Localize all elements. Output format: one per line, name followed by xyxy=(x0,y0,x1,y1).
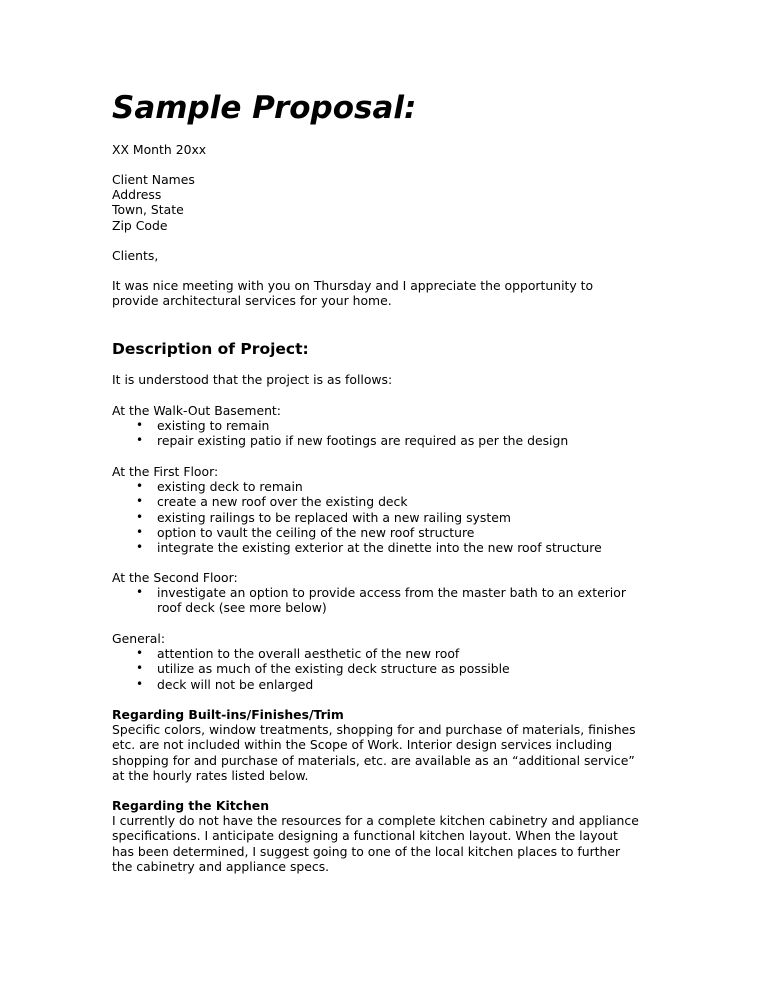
list-item-text: integrate the existing exterior at the dinette into the new roof structure xyxy=(157,540,602,556)
group-label: At the Walk-Out Basement: xyxy=(112,403,281,418)
list-item xyxy=(112,540,657,555)
bullet-list xyxy=(112,585,657,615)
kitchen-heading: Regarding the Kitchen xyxy=(112,798,270,813)
builtins-line: shopping for and purchase of materials, etc. are available as an “additional service” xyxy=(112,752,635,768)
kitchen-line: I currently do not have the resources for a complete kitchen cabinetry and appliance xyxy=(112,813,639,829)
list-item xyxy=(112,585,657,615)
page-title: Sample Proposal: xyxy=(112,90,417,126)
builtins-section xyxy=(112,707,657,783)
bullet-icon: • xyxy=(136,418,144,433)
list-item xyxy=(112,418,657,433)
intro-paragraph xyxy=(112,278,657,308)
list-item-text: existing railings to be replaced with a new railing system xyxy=(157,509,511,525)
bullet-list xyxy=(112,479,657,555)
kitchen-line: specifications. I anticipate designing a functional kitchen layout. When the layout xyxy=(112,828,618,844)
bullet-icon: • xyxy=(136,646,144,661)
bullet-icon: • xyxy=(136,433,144,448)
list-item xyxy=(112,433,657,448)
address-line-zip-code: Zip Code xyxy=(112,217,168,233)
group-label: At the First Floor: xyxy=(112,464,219,479)
list-item-text: deck will not be enlarged xyxy=(157,676,314,692)
bullet-icon: • xyxy=(136,661,144,676)
list-item-text: existing deck to remain xyxy=(157,479,303,495)
list-item xyxy=(112,479,657,494)
list-item xyxy=(112,510,657,525)
understood-paragraph xyxy=(112,372,657,387)
client-address-block xyxy=(112,172,657,233)
date-line xyxy=(112,142,657,157)
builtins-line: etc. are not included within the Scope of Work. Interior design services including xyxy=(112,737,613,753)
understood-text: It is understood that the project is as follows: xyxy=(112,372,393,387)
salutation xyxy=(112,248,657,263)
bullet-icon: • xyxy=(136,509,144,524)
kitchen-line: the cabinetry and appliance specs. xyxy=(112,858,330,874)
kitchen-section xyxy=(112,798,657,874)
builtins-heading: Regarding Built-ins/Finishes/Trim xyxy=(112,707,344,722)
bullet-icon: • xyxy=(136,494,144,509)
bullet-icon: • xyxy=(136,524,144,539)
kitchen-line: has been determined, I suggest going to one of the local kitchen places to further xyxy=(112,843,621,859)
list-item xyxy=(112,494,657,509)
group-second-floor xyxy=(112,570,657,616)
intro-line: provide architectural services for your home. xyxy=(112,293,392,309)
bullet-icon: • xyxy=(136,540,144,555)
list-item-text-continued: roof deck (see more below) xyxy=(157,600,327,616)
list-item-text: option to vault the ceiling of the new roof structure xyxy=(157,524,475,540)
list-item-text: utilize as much of the existing deck structure as possible xyxy=(157,661,510,677)
bullet-icon: • xyxy=(136,676,144,691)
builtins-line: Specific colors, window treatments, shopping for and purchase of materials, finishes xyxy=(112,722,636,738)
list-item xyxy=(112,677,657,692)
builtins-line: at the hourly rates listed below. xyxy=(112,767,309,783)
group-first-floor xyxy=(112,464,657,555)
address-line-client-names: Client Names xyxy=(112,172,195,187)
list-item xyxy=(112,525,657,540)
intro-line: It was nice meeting with you on Thursday and I appreciate the opportunity to xyxy=(112,278,594,293)
address-line-town-state: Town, State xyxy=(112,202,184,218)
list-item xyxy=(112,646,657,661)
bullet-icon: • xyxy=(136,479,144,494)
list-item-text: repair existing patio if new footings are required as per the design xyxy=(157,433,569,449)
salutation-text: Clients, xyxy=(112,248,159,263)
group-general xyxy=(112,631,657,692)
list-item-text: investigate an option to provide access from the master bath to an exterior xyxy=(157,585,626,601)
bullet-list xyxy=(112,646,657,692)
date-text: XX Month 20xx xyxy=(112,142,207,157)
group-label: General: xyxy=(112,631,166,646)
group-label: At the Second Floor: xyxy=(112,570,238,585)
section-heading-description: Description of Project: xyxy=(112,340,309,358)
bullet-icon: • xyxy=(136,585,144,600)
list-item-text: existing to remain xyxy=(157,418,270,434)
group-walkout-basement xyxy=(112,403,657,449)
address-line-address: Address xyxy=(112,187,162,203)
list-item-text: create a new roof over the existing deck xyxy=(157,494,408,510)
list-item-text: attention to the overall aesthetic of the new roof xyxy=(157,646,460,662)
list-item xyxy=(112,661,657,676)
bullet-list xyxy=(112,418,657,448)
